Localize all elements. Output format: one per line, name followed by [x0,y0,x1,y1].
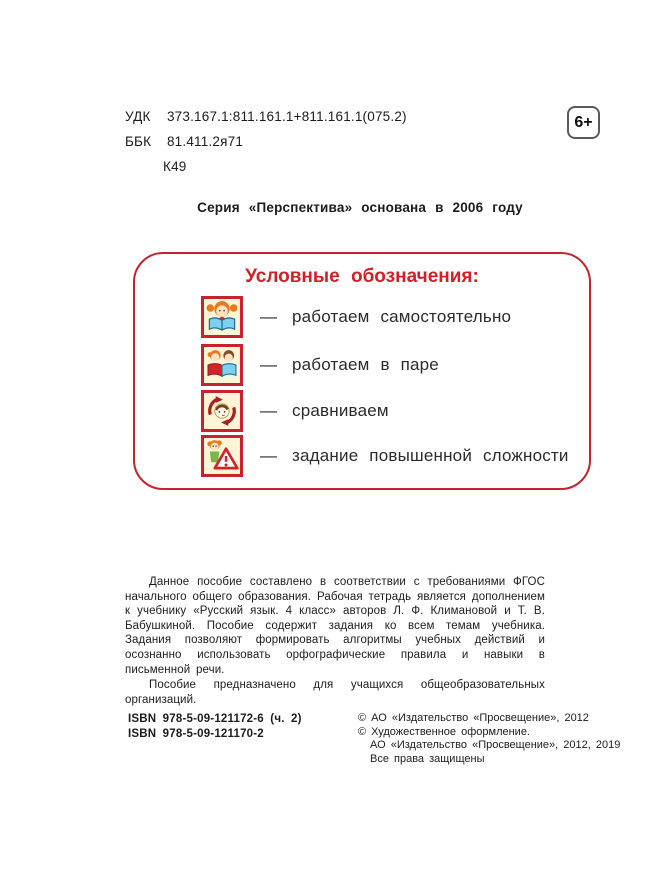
annotation-paragraph-1: Данное пособие составлено в соответствии с требованиями ФГОС начального общего образования. Рабочая тетрадь является дополнением к учебнику «Русский язык. 4 класс» авторов Л. Ф. Климановой и Т. В. Бабушкиной. Пособие содержит задания ко всем темам учебника. Задания позволяют формировать алгоритмы учебных действий и осознанно использовать орфографические правила и навыки в письменной речи. [125,576,545,676]
bbk-row [125,129,407,154]
isbn-line-1: ISBN 978-5-09-121172-6 (ч. 2) [128,713,302,725]
bibliographic-block [125,104,407,179]
udk-label: УДК [125,109,151,124]
author-code: К49 [163,159,187,174]
age-rating-badge: 6+ [567,106,600,139]
isbn-block [128,712,302,742]
udk-value: 373.167.1:811.161.1+811.161.1(075.2) [166,109,407,124]
udk-row [125,104,407,129]
copyright-line-2: © Художественное оформление. [358,725,530,738]
bbk-value: 81.411.2я71 [166,134,244,149]
annotation-paragraph-2: Пособие предназначено для учащихся общеобразовательных организаций. [125,679,545,706]
copyright-line-4: Все права защищены [370,752,485,765]
legend-dash: — [260,307,277,326]
isbn-line-2: ISBN 978-5-09-121170-2 [128,728,264,740]
legend-item-advanced-task [201,435,569,477]
legend-item-work-in-pairs [201,344,439,386]
legend-dash: — [260,401,277,420]
legend-item-compare [201,390,389,432]
series-line: Серия «Перспектива» основана в 2006 году [197,200,523,215]
copyright-line-1: © АО «Издательство «Просвещение», 2012 [358,712,589,724]
legend-label: задание повышенной сложности [292,446,569,465]
copyright-block [358,712,620,766]
difficulty-icon [201,435,243,477]
legend-dash: — [260,446,277,465]
legend-label: работаем самостоятельно [292,307,512,326]
annotation-block [125,575,545,707]
compare-icon [201,390,243,432]
legend-label: сравниваем [292,401,389,420]
legend-label: работаем в паре [292,355,439,374]
legend-item-work-independently [201,296,511,338]
legend-dash: — [260,355,277,374]
girl-reading-icon [201,296,243,338]
legend-title: Условные обозначения: [245,266,479,287]
legend-box [133,252,591,490]
bbk-label: ББК [125,134,152,149]
pair-reading-icon [201,344,243,386]
copyright-line-3: АО «Издательство «Просвещение», 2012, 2019 [370,739,621,752]
